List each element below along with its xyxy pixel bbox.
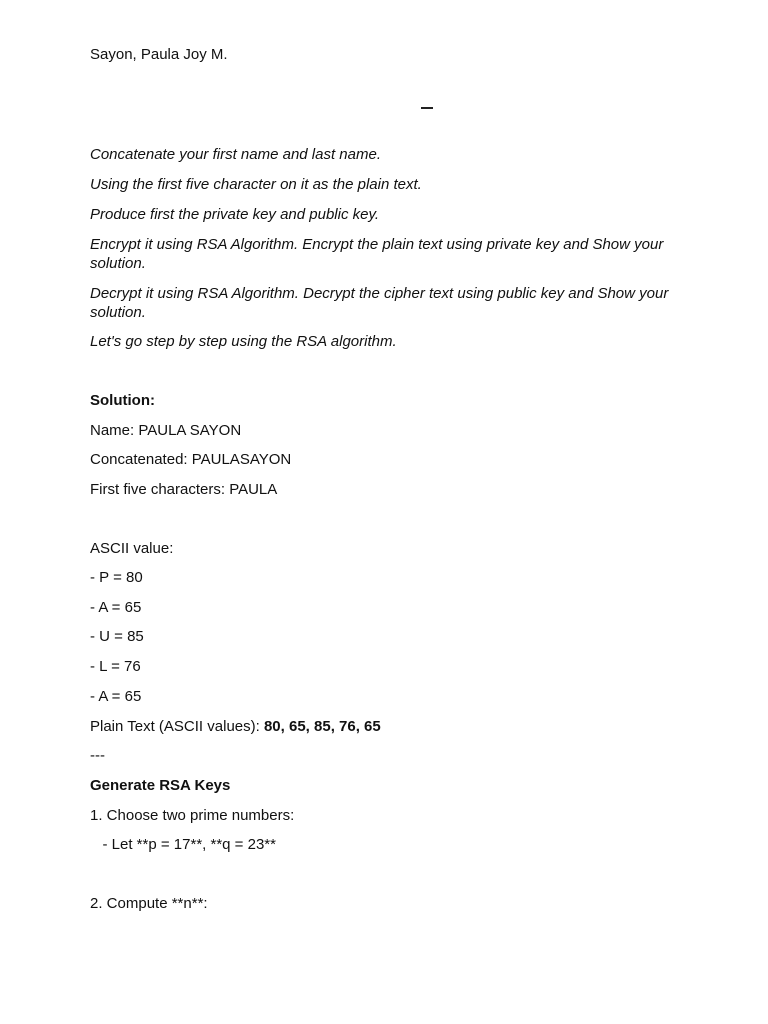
ascii-item: - U = 85: [90, 628, 144, 645]
horizontal-dash: [421, 107, 433, 109]
ascii-item: - A = 65: [90, 688, 142, 705]
plain-text-line: [90, 718, 381, 736]
ascii-item: - A = 65: [90, 599, 142, 616]
step-1: 1. Choose two prime numbers:: [90, 807, 295, 824]
ascii-item: - L = 76: [90, 658, 141, 675]
first-five-line: First five characters: PAULA: [90, 481, 278, 498]
author-name: Sayon, Paula Joy M.: [90, 46, 228, 63]
ascii-label: ASCII value:: [90, 540, 174, 557]
name-line: Name: PAULA SAYON: [90, 422, 242, 439]
instruction-3: Produce first the private key and public key.: [90, 206, 380, 223]
instruction-4: Encrypt it using RSA Algorithm. Encrypt the plain text using private key and Show your solution.: [90, 236, 664, 272]
solution-heading: Solution:: [90, 392, 155, 409]
instruction-2: Using the first five character on it as the plain text.: [90, 176, 422, 193]
plain-text-values: 80, 65, 85, 76, 65: [263, 718, 381, 735]
step-2: 2. Compute **n**:: [90, 895, 208, 912]
separator-line: ---: [90, 747, 105, 764]
ascii-item: - P = 80: [90, 569, 143, 586]
instruction-5: Decrypt it using RSA Algorithm. Decrypt the cipher text using public key and Show your solution.: [90, 285, 669, 321]
plain-text-label: Plain Text (ASCII values):: [90, 718, 264, 735]
keys-heading: Generate RSA Keys: [90, 777, 231, 794]
concatenated-line: Concatenated: PAULASAYON: [90, 451, 292, 468]
step-1-detail: - Let **p = 17**, **q = 23**: [90, 836, 276, 853]
instruction-6: Let's go step by step using the RSA algorithm.: [90, 333, 397, 350]
instruction-1: Concatenate your first name and last name.: [90, 146, 381, 163]
